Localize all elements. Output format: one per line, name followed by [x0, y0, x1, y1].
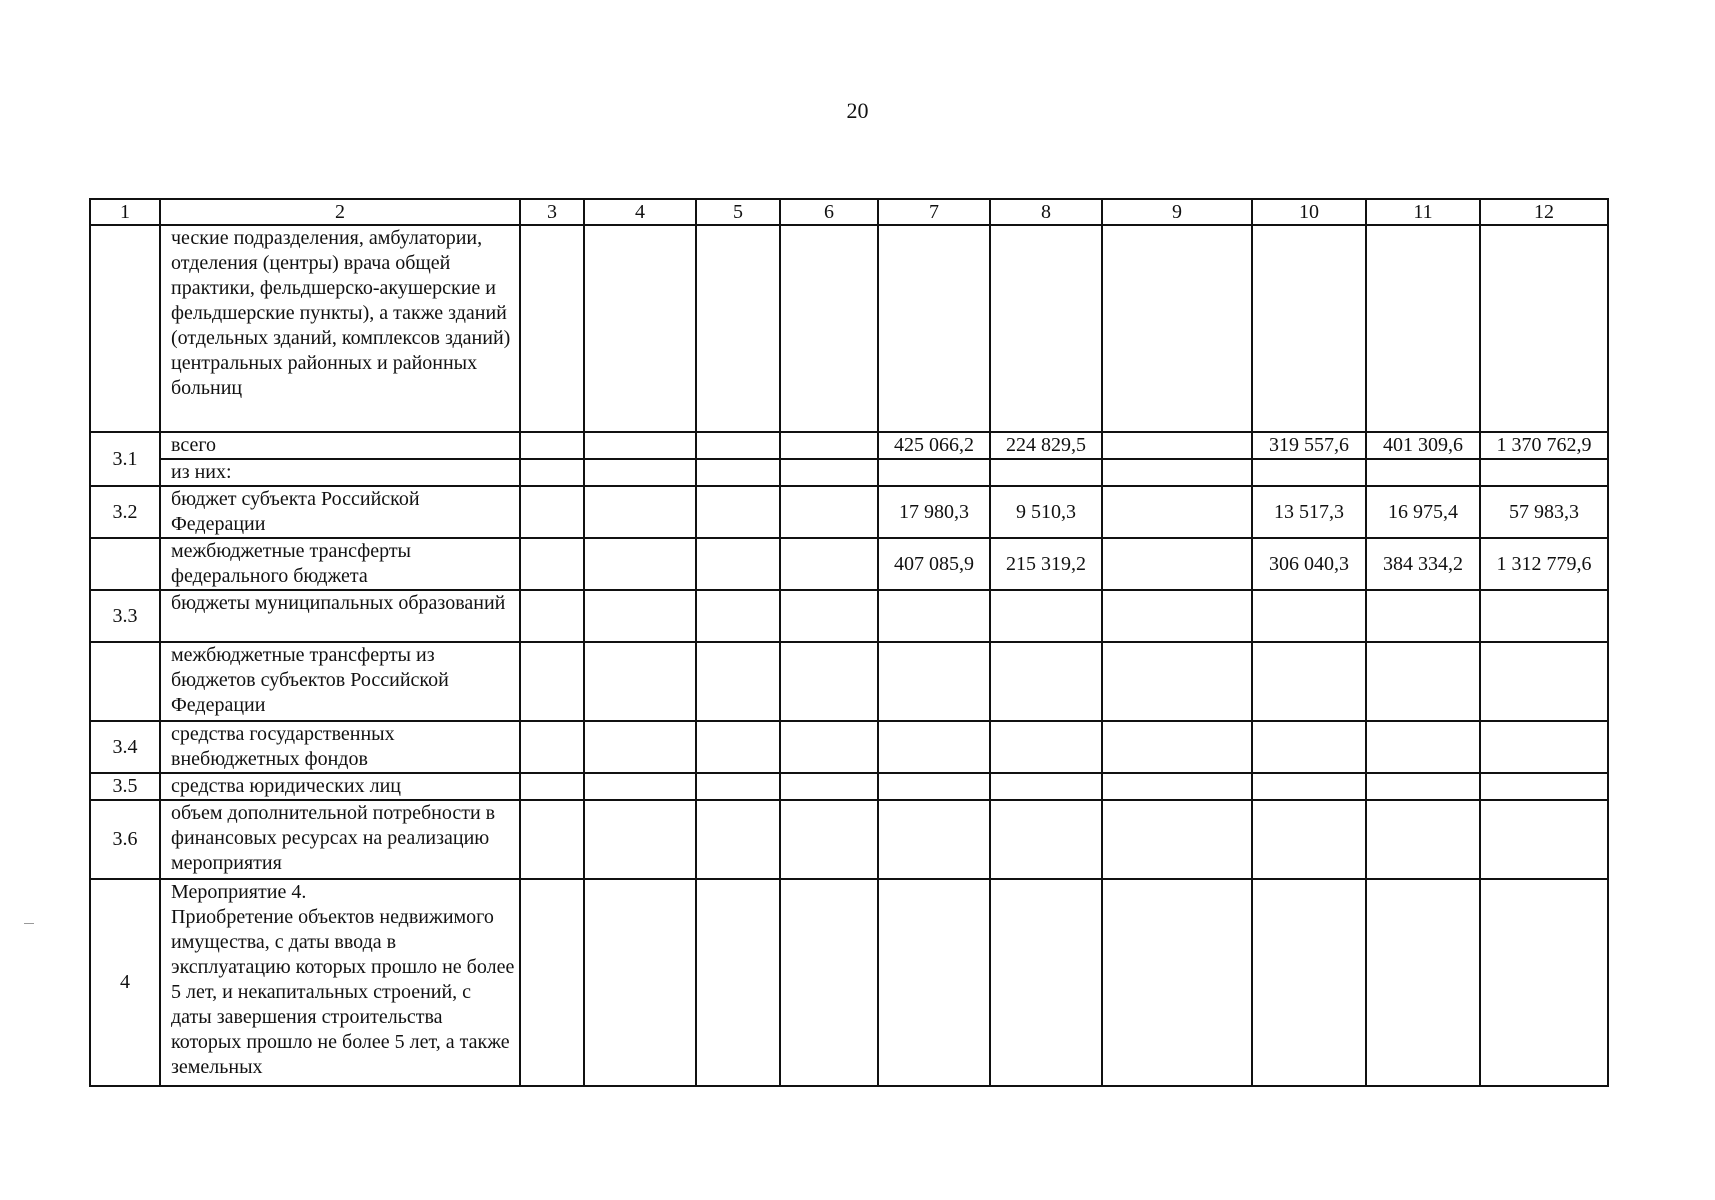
row-description: межбюджетные трансферты из бюджетов субъектов Российской Федерации [160, 642, 520, 721]
value-cell: 384 334,2 [1366, 538, 1480, 590]
value-cell: 9 510,3 [990, 486, 1102, 538]
header-cell: 5 [696, 199, 780, 225]
header-cell: 12 [1480, 199, 1608, 225]
row-number: 3.1 [90, 432, 160, 486]
row-description: всего [160, 432, 520, 459]
row-description: средства юридических лиц [160, 773, 520, 800]
table-row [90, 225, 1608, 432]
header-cell: 11 [1366, 199, 1480, 225]
scan-mark [24, 923, 34, 924]
table-row [90, 486, 1608, 538]
row-description: межбюджетные трансферты федерального бюджета [160, 538, 520, 590]
row-description: из них: [160, 459, 520, 486]
value-cell: 16 975,4 [1366, 486, 1480, 538]
value-cell: 319 557,6 [1252, 432, 1366, 459]
row-description: ческие подразделения, амбулатории, отделения (центры) врача общей практики, фельдшерско-акушерские и фельдшерские пункты), а также зданий (отдельных зданий, комплексов зданий) центральных районных и районных больниц [160, 225, 520, 432]
table-row [90, 538, 1608, 590]
value-cell: 1 370 762,9 [1480, 432, 1608, 459]
value-cell: 425 066,2 [878, 432, 990, 459]
table-row [90, 721, 1608, 773]
row-number: 4 [90, 879, 160, 1086]
measure-title: Мероприятие 4. [171, 881, 307, 903]
table-row [90, 432, 1608, 459]
measure-text: Приобретение объектов недвижимого имущества, с даты ввода в эксплуатацию которых прошло не более 5 лет, и некапитальных строений, с даты завершения строительства которых прошло не более 5 лет, а также земельных [171, 906, 515, 1078]
value-cell: 1 312 779,6 [1480, 538, 1608, 590]
header-cell: 6 [780, 199, 878, 225]
value-cell: 13 517,3 [1252, 486, 1366, 538]
header-cell: 10 [1252, 199, 1366, 225]
header-cell: 1 [90, 199, 160, 225]
header-cell: 4 [584, 199, 696, 225]
row-number: 3.4 [90, 721, 160, 773]
table-row [90, 459, 1608, 486]
value-cell: 57 983,3 [1480, 486, 1608, 538]
table-row [90, 773, 1608, 800]
row-description-measure-4 [160, 879, 520, 1086]
row-number: 3.2 [90, 486, 160, 538]
row-description: объем дополнительной потребности в финансовых ресурсах на реализацию мероприятия [160, 800, 520, 879]
table-row [90, 879, 1608, 1086]
table-row [90, 642, 1608, 721]
row-description: бюджеты муниципальных образований [160, 590, 520, 642]
value-cell: 17 980,3 [878, 486, 990, 538]
table-row [90, 590, 1608, 642]
row-number [90, 538, 160, 590]
value-cell: 407 085,9 [878, 538, 990, 590]
row-number: 3.5 [90, 773, 160, 800]
value-cell: 224 829,5 [990, 432, 1102, 459]
budget-table [89, 198, 1609, 1087]
row-description: средства государственных внебюджетных фондов [160, 721, 520, 773]
row-number: 3.3 [90, 590, 160, 642]
page-number: 20 [846, 98, 869, 123]
header-row [90, 199, 1608, 225]
header-cell: 9 [1102, 199, 1252, 225]
value-cell: 215 319,2 [990, 538, 1102, 590]
value-cell: 306 040,3 [1252, 538, 1366, 590]
row-description: бюджет субъекта Российской Федерации [160, 486, 520, 538]
header-cell: 2 [160, 199, 520, 225]
header-cell: 7 [878, 199, 990, 225]
header-cell: 8 [990, 199, 1102, 225]
row-number [90, 225, 160, 432]
table-row [90, 800, 1608, 879]
header-cell: 3 [520, 199, 584, 225]
value-cell: 401 309,6 [1366, 432, 1480, 459]
row-number: 3.6 [90, 800, 160, 879]
row-number [90, 642, 160, 721]
